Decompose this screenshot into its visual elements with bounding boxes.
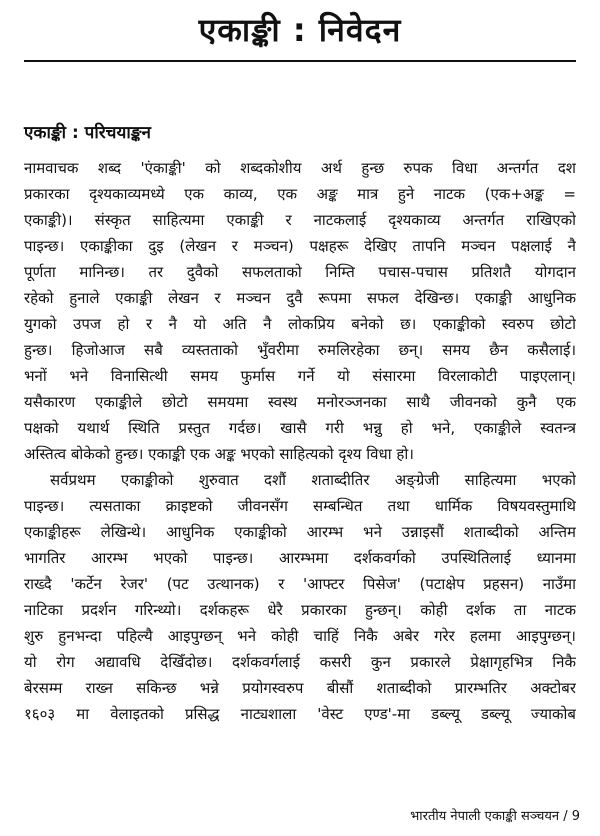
text-line: पाइन्छ। त्यसताका क्राइष्टको जीवनसँग सम्बन्धित तथा धार्मिक विषयवस्तुमाथि bbox=[24, 497, 576, 515]
text-line: रहेको हुनाले एकाङ्की लेखन र मञ्चन दुवै रूपमा सफल देखिन्छ। एकाङ्की आधुनिक bbox=[24, 289, 576, 307]
text-line: अस्तित्व बोकेको हुन्छ। एकाङ्की एक अङ्क भएको साहित्यको दृश्य विधा हो। bbox=[24, 445, 414, 463]
text-line: युगको उपज हो र नै यो अति नै लोकप्रिय बनेको छ। एकाङ्कीको स्वरुप छोटो bbox=[24, 315, 576, 333]
page-title: एकाङ्की : निवेदन bbox=[198, 11, 402, 49]
text-line: बेरसम्म राख्न सकिन्छ भन्ने प्रयोगस्वरुप बीसौं शताब्दीको प्रारम्भतिर अक्टोबर bbox=[24, 679, 576, 697]
text-line: पक्षको यथार्थ स्थिति प्रस्तुत गर्दछ। खासै गरी भन्नु हो भने, एकाङ्कीले स्वतन्त्र bbox=[24, 419, 576, 437]
text-line: पाइन्छ। एकाङ्कीका दुइ (लेखन र मञ्चन) पक्षहरू देखिए तापनि मञ्चन पक्षलाई नै bbox=[24, 237, 576, 255]
text-line: यसैकारण एकाङ्कीले छोटो समयमा स्वस्थ मनोरञ्जनका साथै जीवनको कुनै एक bbox=[24, 393, 576, 411]
paragraph-2 bbox=[24, 467, 576, 727]
text-line: यो रोग अद्यावधि देखिँदोछ। दर्शकवर्गलाई कसरी कुन प्रकारले प्रेक्षागृहभित्र निकै bbox=[24, 653, 576, 671]
text-line: राख्दै 'कर्टेन रेजर' (पट उत्थानक) र 'आफ्टर पिसेज' (पटाक्षेप प्रहसन) नाउँमा bbox=[24, 575, 576, 593]
text-line: हुन्छ। हिजोआज सबै व्यस्तताको भुँवरीमा रुमलिरहेका छन्। समय छैन कसैलाई। bbox=[24, 341, 576, 359]
section-heading: एकाङ्की : परिचयाङ्कन bbox=[24, 123, 151, 143]
text-line: भागतिर आरम्भ भएको पाइन्छ। आरम्भमा दर्शकवर्गको उपस्थितिलाई ध्यानमा bbox=[24, 549, 576, 567]
body-text bbox=[24, 155, 576, 727]
paragraph-1 bbox=[24, 155, 576, 467]
text-line: १६०३ मा वेलाइतको प्रसिद्ध नाट्यशाला 'वेस्ट एण्ड'-मा डब्ल्यू डब्ल्यू ज्याकोब bbox=[24, 705, 576, 723]
text-line: नाटिका प्रदर्शन गरिन्थ्यो। दर्शकहरू धेरै प्रकारका हुन्छन्। कोही दर्शक ता नाटक bbox=[24, 601, 576, 619]
text-line: नामवाचक शब्द 'एंकाङ्की' को शब्दकोशीय अर्थ हुन्छ रुपक विधा अन्तर्गत दश bbox=[24, 159, 576, 177]
text-line: शुरु हुनभन्दा पहिल्यै आइपुग्छन् भने कोही चाहिं निकै अबेर गरेर हलमा आइपुग्छन्। bbox=[24, 627, 576, 645]
text-line: भनों भने विनासित्थी समय फुर्मास गर्ने यो संसारमा विरलाकोटी पाइएलान्। bbox=[24, 367, 576, 385]
title-divider bbox=[24, 60, 576, 62]
text-line: प्रकारका दृश्यकाव्यमध्ये एक काव्य, एक अङ्क मात्र हुने नाटक (एक+अङ्क = bbox=[24, 185, 576, 203]
text-line: एकाङ्की)। संस्कृत साहित्यमा एकाङ्की र नाटकलाई दृश्यकाव्य अन्तर्गत राखिएको bbox=[24, 211, 576, 229]
text-line: एकाङ्कीहरू लेखिन्थे। आधुनिक एकाङ्कीको आरम्भ भने उन्नाइसौं शताब्दीको अन्तिम bbox=[24, 523, 576, 541]
page-footer: भारतीय नेपाली एकाङ्की सञ्चयन / 9 bbox=[410, 809, 580, 824]
text-line: सर्वप्रथम एकाङ्कीको शुरुवात दशौं शताब्दीतिर अङ्ग्रेजी साहित्यमा भएको bbox=[50, 471, 576, 489]
text-line: पूर्णता मानिन्छ। तर दुवैको सफलताको निम्ति पचास-पचास प्रतिशतै योगदान bbox=[24, 263, 576, 281]
